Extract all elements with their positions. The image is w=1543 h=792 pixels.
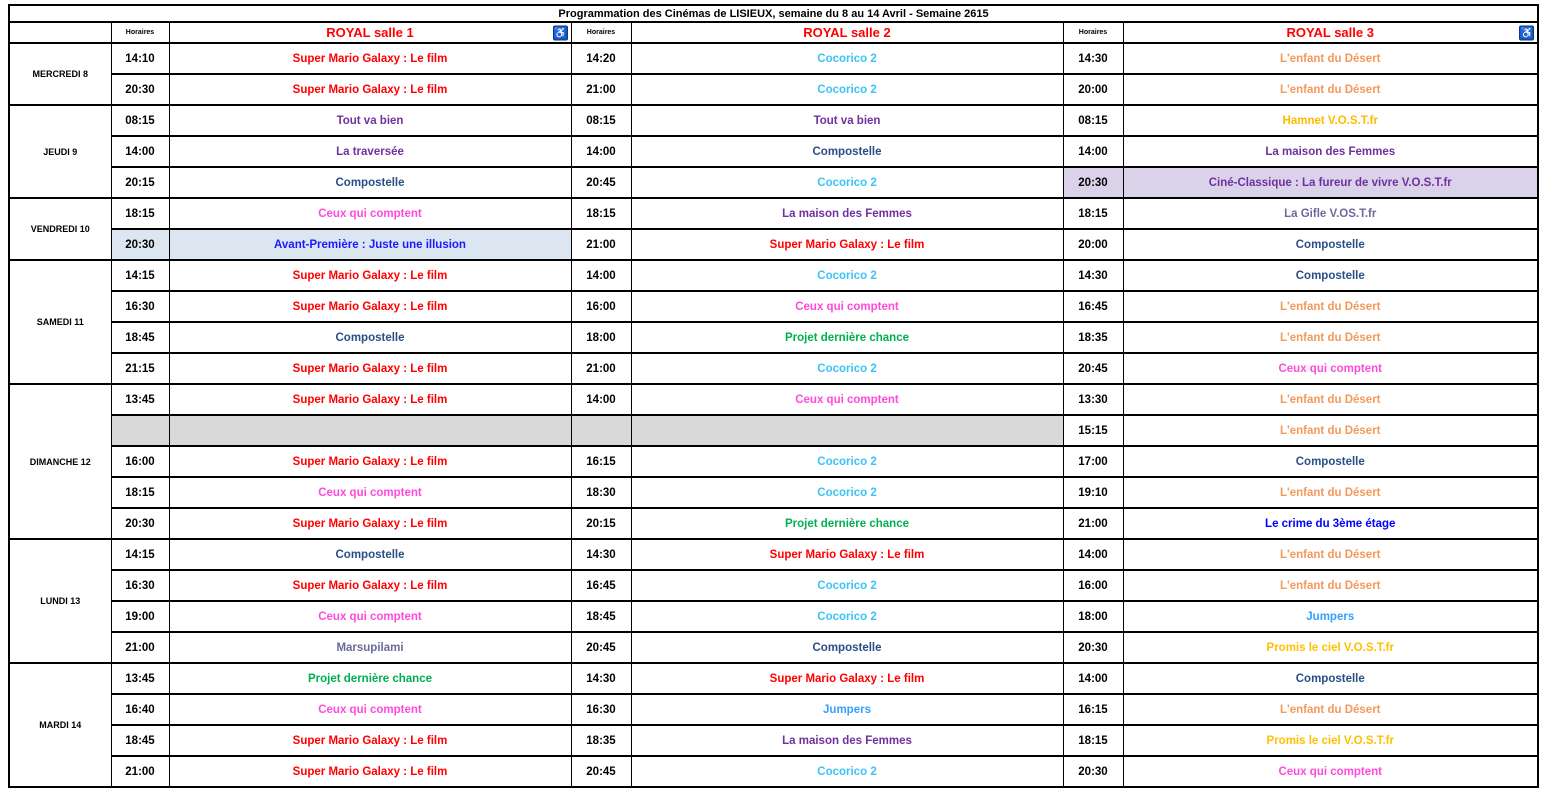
showtime-cell: 21:00 xyxy=(111,756,169,787)
day-label: MARDI 14 xyxy=(9,663,111,787)
schedule-table xyxy=(8,4,1539,788)
schedule-row xyxy=(9,756,1538,787)
film-cell: Compostelle xyxy=(169,167,571,198)
schedule-row xyxy=(9,74,1538,105)
day-label: VENDREDI 10 xyxy=(9,198,111,260)
schedule-row xyxy=(9,43,1538,74)
showtime-cell: 16:15 xyxy=(1063,694,1123,725)
showtime-cell: 18:35 xyxy=(1063,322,1123,353)
showtime-cell: 16:30 xyxy=(111,291,169,322)
film-cell: Super Mario Galaxy : Le film xyxy=(169,74,571,105)
showtime-cell: 14:00 xyxy=(111,136,169,167)
showtime-cell: 20:15 xyxy=(571,508,631,539)
showtime-cell xyxy=(111,415,169,446)
film-cell: Ceux qui comptent xyxy=(1123,756,1538,787)
film-cell: Super Mario Galaxy : Le film xyxy=(169,508,571,539)
film-cell: Tout va bien xyxy=(631,105,1063,136)
film-cell: L'enfant du Désert xyxy=(1123,477,1538,508)
schedule-row xyxy=(9,539,1538,570)
film-cell: Cocorico 2 xyxy=(631,446,1063,477)
film-cell: L'enfant du Désert xyxy=(1123,322,1538,353)
film-cell: Cocorico 2 xyxy=(631,353,1063,384)
showtime-cell: 20:00 xyxy=(1063,229,1123,260)
showtime-cell: 21:00 xyxy=(571,229,631,260)
film-cell: Ceux qui comptent xyxy=(631,384,1063,415)
film-cell: Cocorico 2 xyxy=(631,260,1063,291)
showtime-cell: 18:45 xyxy=(571,601,631,632)
film-cell: Super Mario Galaxy : Le film xyxy=(169,570,571,601)
showtime-cell: 16:40 xyxy=(111,694,169,725)
film-cell: Ceux qui comptent xyxy=(631,291,1063,322)
film-cell: L'enfant du Désert xyxy=(1123,384,1538,415)
showtime-cell: 18:45 xyxy=(111,725,169,756)
horaires-header-3: Horaires xyxy=(1063,22,1123,43)
film-cell: Cocorico 2 xyxy=(631,74,1063,105)
film-cell: Super Mario Galaxy : Le film xyxy=(631,229,1063,260)
showtime-cell: 19:00 xyxy=(111,601,169,632)
film-cell: L'enfant du Désert xyxy=(1123,74,1538,105)
schedule-row xyxy=(9,291,1538,322)
showtime-cell: 16:45 xyxy=(571,570,631,601)
schedule-body xyxy=(9,43,1538,787)
schedule-row xyxy=(9,725,1538,756)
showtime-cell: 21:00 xyxy=(571,74,631,105)
schedule-row xyxy=(9,353,1538,384)
showtime-cell: 16:45 xyxy=(1063,291,1123,322)
showtime-cell: 20:45 xyxy=(571,632,631,663)
film-cell: Cocorico 2 xyxy=(631,477,1063,508)
header-row xyxy=(9,22,1538,43)
showtime-cell: 13:30 xyxy=(1063,384,1123,415)
film-cell: Super Mario Galaxy : Le film xyxy=(631,539,1063,570)
film-cell: Compostelle xyxy=(1123,446,1538,477)
schedule-row xyxy=(9,105,1538,136)
film-cell: Super Mario Galaxy : Le film xyxy=(169,260,571,291)
film-cell: Ceux qui comptent xyxy=(169,694,571,725)
schedule-row xyxy=(9,167,1538,198)
film-cell: Super Mario Galaxy : Le film xyxy=(169,725,571,756)
showtime-cell: 20:30 xyxy=(111,508,169,539)
showtime-cell: 17:00 xyxy=(1063,446,1123,477)
showtime-cell: 20:30 xyxy=(1063,167,1123,198)
schedule-row xyxy=(9,632,1538,663)
film-cell xyxy=(169,415,571,446)
schedule-row xyxy=(9,508,1538,539)
showtime-cell: 14:00 xyxy=(1063,663,1123,694)
showtime-cell: 16:00 xyxy=(1063,570,1123,601)
salle-3-label: ROYAL salle 3 xyxy=(1286,25,1374,40)
film-cell: Le crime du 3ème étage xyxy=(1123,508,1538,539)
film-cell: La traversée xyxy=(169,136,571,167)
showtime-cell: 20:30 xyxy=(111,74,169,105)
film-cell: Ceux qui comptent xyxy=(169,477,571,508)
film-cell: Super Mario Galaxy : Le film xyxy=(169,384,571,415)
showtime-cell: 20:45 xyxy=(571,167,631,198)
showtime-cell: 18:15 xyxy=(111,198,169,229)
schedule-row xyxy=(9,136,1538,167)
day-column-header xyxy=(9,22,111,43)
salle-3-header xyxy=(1123,22,1538,43)
film-cell xyxy=(631,415,1063,446)
day-label: LUNDI 13 xyxy=(9,539,111,663)
showtime-cell: 14:15 xyxy=(111,260,169,291)
film-cell: L'enfant du Désert xyxy=(1123,539,1538,570)
salle-2-header xyxy=(631,22,1063,43)
film-cell: Super Mario Galaxy : Le film xyxy=(169,446,571,477)
film-cell: Compostelle xyxy=(1123,229,1538,260)
showtime-cell: 16:30 xyxy=(571,694,631,725)
schedule-row xyxy=(9,260,1538,291)
film-cell: Projet dernière chance xyxy=(631,508,1063,539)
showtime-cell: 08:15 xyxy=(1063,105,1123,136)
film-cell: Cocorico 2 xyxy=(631,43,1063,74)
film-cell: Tout va bien xyxy=(169,105,571,136)
showtime-cell: 18:00 xyxy=(1063,601,1123,632)
film-cell: Compostelle xyxy=(1123,260,1538,291)
schedule-row xyxy=(9,198,1538,229)
showtime-cell: 16:30 xyxy=(111,570,169,601)
film-cell: Compostelle xyxy=(1123,663,1538,694)
film-cell: Super Mario Galaxy : Le film xyxy=(169,291,571,322)
salle-1-label: ROYAL salle 1 xyxy=(326,25,414,40)
film-cell: Super Mario Galaxy : Le film xyxy=(169,43,571,74)
showtime-cell: 18:00 xyxy=(571,322,631,353)
day-label: JEUDI 9 xyxy=(9,105,111,198)
showtime-cell: 20:15 xyxy=(111,167,169,198)
salle-2-label: ROYAL salle 2 xyxy=(803,25,891,40)
showtime-cell: 21:00 xyxy=(571,353,631,384)
film-cell: L'enfant du Désert xyxy=(1123,43,1538,74)
schedule-head xyxy=(9,5,1538,43)
film-cell: Cocorico 2 xyxy=(631,570,1063,601)
showtime-cell: 14:15 xyxy=(111,539,169,570)
day-label: DIMANCHE 12 xyxy=(9,384,111,539)
film-cell: Super Mario Galaxy : Le film xyxy=(631,663,1063,694)
film-cell: Compostelle xyxy=(169,539,571,570)
film-cell: Avant-Première : Juste une illusion xyxy=(169,229,571,260)
showtime-cell: 18:15 xyxy=(1063,725,1123,756)
film-cell: Promis le ciel V.O.S.T.fr xyxy=(1123,632,1538,663)
film-cell: Compostelle xyxy=(631,632,1063,663)
schedule-row xyxy=(9,229,1538,260)
showtime-cell: 18:15 xyxy=(571,198,631,229)
showtime-cell: 16:00 xyxy=(571,291,631,322)
showtime-cell: 14:00 xyxy=(1063,539,1123,570)
film-cell: Promis le ciel V.O.S.T.fr xyxy=(1123,725,1538,756)
schedule-row xyxy=(9,570,1538,601)
schedule-row xyxy=(9,477,1538,508)
showtime-cell: 21:15 xyxy=(111,353,169,384)
showtime-cell: 21:00 xyxy=(111,632,169,663)
showtime-cell: 19:10 xyxy=(1063,477,1123,508)
showtime-cell: 18:15 xyxy=(111,477,169,508)
showtime-cell: 08:15 xyxy=(571,105,631,136)
day-label: SAMEDI 11 xyxy=(9,260,111,384)
showtime-cell: 08:15 xyxy=(111,105,169,136)
wheelchair-icon: ♿ xyxy=(1520,27,1534,39)
film-cell: L'enfant du Désert xyxy=(1123,570,1538,601)
film-cell: L'enfant du Désert xyxy=(1123,291,1538,322)
showtime-cell: 13:45 xyxy=(111,384,169,415)
schedule-row xyxy=(9,322,1538,353)
showtime-cell: 20:30 xyxy=(111,229,169,260)
film-cell: L'enfant du Désert xyxy=(1123,694,1538,725)
showtime-cell: 14:00 xyxy=(571,136,631,167)
showtime-cell: 18:45 xyxy=(111,322,169,353)
showtime-cell: 16:15 xyxy=(571,446,631,477)
film-cell: Jumpers xyxy=(1123,601,1538,632)
showtime-cell: 20:30 xyxy=(1063,756,1123,787)
film-cell: La maison des Femmes xyxy=(631,725,1063,756)
film-cell: Compostelle xyxy=(631,136,1063,167)
film-cell: Marsupilami xyxy=(169,632,571,663)
title-row xyxy=(9,5,1538,22)
schedule-row xyxy=(9,415,1538,446)
showtime-cell: 14:00 xyxy=(571,384,631,415)
showtime-cell: 14:30 xyxy=(571,539,631,570)
film-cell: Super Mario Galaxy : Le film xyxy=(169,756,571,787)
film-cell: Compostelle xyxy=(169,322,571,353)
schedule-row xyxy=(9,446,1538,477)
schedule-row xyxy=(9,663,1538,694)
showtime-cell: 20:45 xyxy=(1063,353,1123,384)
horaires-header-1: Horaires xyxy=(111,22,169,43)
showtime-cell: 18:30 xyxy=(571,477,631,508)
showtime-cell: 14:00 xyxy=(1063,136,1123,167)
day-label: MERCREDI 8 xyxy=(9,43,111,105)
film-cell: Hamnet V.O.S.T.fr xyxy=(1123,105,1538,136)
showtime-cell: 18:35 xyxy=(571,725,631,756)
salle-1-header xyxy=(169,22,571,43)
film-cell: Super Mario Galaxy : Le film xyxy=(169,353,571,384)
film-cell: Projet dernière chance xyxy=(631,322,1063,353)
film-cell: L'enfant du Désert xyxy=(1123,415,1538,446)
schedule-row xyxy=(9,694,1538,725)
film-cell: Cocorico 2 xyxy=(631,756,1063,787)
showtime-cell: 14:00 xyxy=(571,260,631,291)
film-cell: Ceux qui comptent xyxy=(169,601,571,632)
showtime-cell: 13:45 xyxy=(111,663,169,694)
schedule-row xyxy=(9,384,1538,415)
showtime-cell: 15:15 xyxy=(1063,415,1123,446)
film-cell: Ceux qui comptent xyxy=(1123,353,1538,384)
showtime-cell: 14:30 xyxy=(1063,43,1123,74)
schedule-row xyxy=(9,601,1538,632)
showtime-cell: 16:00 xyxy=(111,446,169,477)
film-cell: Cocorico 2 xyxy=(631,601,1063,632)
showtime-cell: 18:15 xyxy=(1063,198,1123,229)
film-cell: Jumpers xyxy=(631,694,1063,725)
film-cell: Cocorico 2 xyxy=(631,167,1063,198)
showtime-cell: 20:00 xyxy=(1063,74,1123,105)
wheelchair-icon: ♿ xyxy=(553,27,568,39)
page-title: Programmation des Cinémas de LISIEUX, semaine du 8 au 14 Avril - Semaine 2615 xyxy=(9,5,1538,22)
film-cell: La maison des Femmes xyxy=(631,198,1063,229)
film-cell: La maison des Femmes xyxy=(1123,136,1538,167)
showtime-cell: 14:10 xyxy=(111,43,169,74)
showtime-cell: 14:30 xyxy=(571,663,631,694)
showtime-cell: 20:45 xyxy=(571,756,631,787)
horaires-header-2: Horaires xyxy=(571,22,631,43)
showtime-cell: 14:20 xyxy=(571,43,631,74)
film-cell: Ceux qui comptent xyxy=(169,198,571,229)
showtime-cell: 21:00 xyxy=(1063,508,1123,539)
showtime-cell: 14:30 xyxy=(1063,260,1123,291)
showtime-cell xyxy=(571,415,631,446)
showtime-cell: 20:30 xyxy=(1063,632,1123,663)
film-cell: Projet dernière chance xyxy=(169,663,571,694)
film-cell: La Gifle V.OS.T.fr xyxy=(1123,198,1538,229)
film-cell: Ciné-Classique : La fureur de vivre V.O.S.T.fr xyxy=(1123,167,1538,198)
